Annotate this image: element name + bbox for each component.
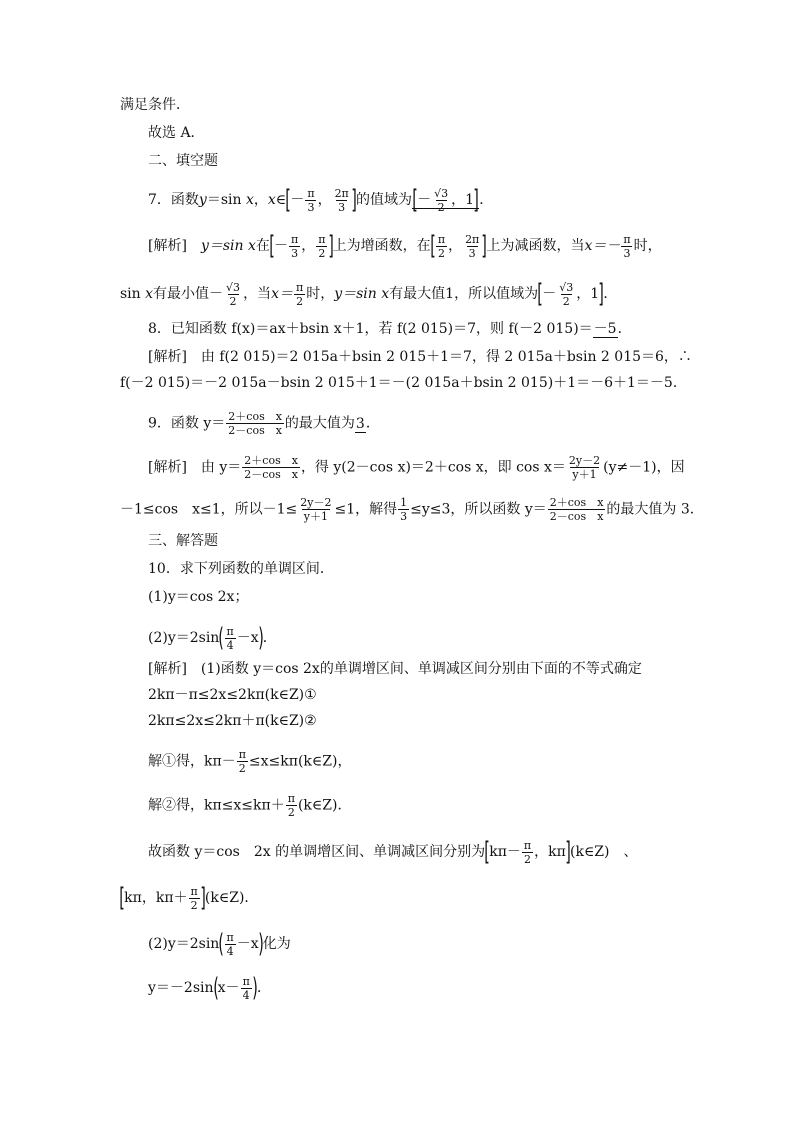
part2-result: y＝－2sin(x－ $\frac{\pi}{4}$ )． xyxy=(148,973,271,1003)
analysis-9-line1: [解析] 由 y＝ $\frac{\text{2＋cos x}}{\text{2－cos x}}$ ，得 y(2－cos x)＝2＋cos x，即 cos x＝ $\frac{2y-2}{y+1}$ (y≠－1)，因 xyxy=(148,454,685,481)
line-answer-a: 故选 A． xyxy=(148,125,205,141)
inequality-2: 2kπ≤2x≤2kπ＋π(k∈Z)② xyxy=(148,713,317,729)
analysis-10-line1: [解析] (1)函数 y＝cos 2x的单调增区间、单调减区间分别由下面的不等式确定 xyxy=(148,661,642,677)
question-8: 8．已知函数 f(x)＝ax＋bsin x＋1，若 f(2 015)＝7，则 f(－2 015)＝－5． xyxy=(148,321,632,337)
answer-blank: [－ $\frac{√3}{2}$ ，1] xyxy=(412,185,479,215)
line-satisfy: 满足条件． xyxy=(120,97,190,113)
question-7: 7．函数y＝sin x，x∈[－ $\frac{\pi}{3}$ ， $\frac{2\pi}{3}$ ]的值域为[－ $\frac{√3}{2}$ ，1]． xyxy=(148,185,494,215)
conclusion-line2: [kπ，kπ＋ $\frac{\pi}{2}$ ](k∈Z)． xyxy=(119,883,259,913)
answer-blank: 3 xyxy=(355,415,365,432)
part2-transform: (2)y＝2sin( $\frac{\pi}{4}$ －x)化为 xyxy=(148,929,291,959)
analysis-8-line2: f(－2 015)＝－2 015a－bsin 2 015＋1＝－(2 015a＋bsin 2 015)＋1＝－6＋1＝－5． xyxy=(120,375,687,391)
question-9: 9．函数 y＝ $\frac{\text{2＋cos x}}{\text{2－cos x}}$ 的最大值为3． xyxy=(148,410,380,437)
fraction: $\frac{2\pi}{3}$ xyxy=(334,186,349,214)
conclusion-line1: 故函数 y＝cos 2x 的单调增区间、单调减区间分别为[kπ－ $\frac{\pi}{2}$ ，kπ](k∈Z) 、 xyxy=(148,837,638,867)
section-solve: 三、解答题 xyxy=(148,533,218,549)
question-10-part1: (1)y＝cos 2x； xyxy=(148,589,249,605)
inequality-1: 2kπ－π≤2x≤2kπ(k∈Z)① xyxy=(148,687,317,703)
solve-1: 解①得，kπ－ $\frac{\pi}{2}$ ≤x≤kπ(k∈Z)， xyxy=(148,748,352,775)
fraction: $\frac{\pi}{3}$ xyxy=(307,186,315,214)
analysis-7-line1: [解析] y＝sin x在[－ $\frac{\pi}{3}$ ， $\frac{\pi}{2}$ ]上为增函数，在[ $\frac{\pi}{2}$ ， $\frac{2\pi}{3}$ ]上为减函数，当x＝－ $\frac{\pi}{3}$ 时， xyxy=(148,231,662,261)
analysis-7-line2: sin x有最小值－ $\frac{√3}{2}$ ，当x＝ $\frac{\pi}{2}$ 时，y＝sin x有最大值1，所以值域为[－ $\frac{√3}{2}$ ，1]． xyxy=(120,279,618,309)
analysis-9-line2: －1≤cos x≤1，所以－1≤ $\frac{2y-2}{y+1}$ ≤1，解得 $\frac{1}{3}$ ≤y≤3，所以函数 y＝ $\frac{\text{2＋cos x}}{\text{2－cos x}}$ 的最大值为 3． xyxy=(120,496,704,523)
analysis-8-line1: [解析] 由 f(2 015)＝2 015a＋bsin 2 015＋1＝7，得 2 015a＋bsin 2 015＝6，∴ xyxy=(148,349,692,365)
answer-blank: －5 xyxy=(593,321,617,337)
section-fill-blank: 二、填空题 xyxy=(148,153,218,169)
question-10-part2: (2)y＝2sin( $\frac{\pi}{4}$ －x)． xyxy=(148,623,277,653)
question-10-title: 10．求下列函数的单调区间． xyxy=(148,561,334,577)
solve-2: 解②得，kπ≤x≤kπ＋ $\frac{\pi}{2}$ (k∈Z)． xyxy=(148,792,352,819)
